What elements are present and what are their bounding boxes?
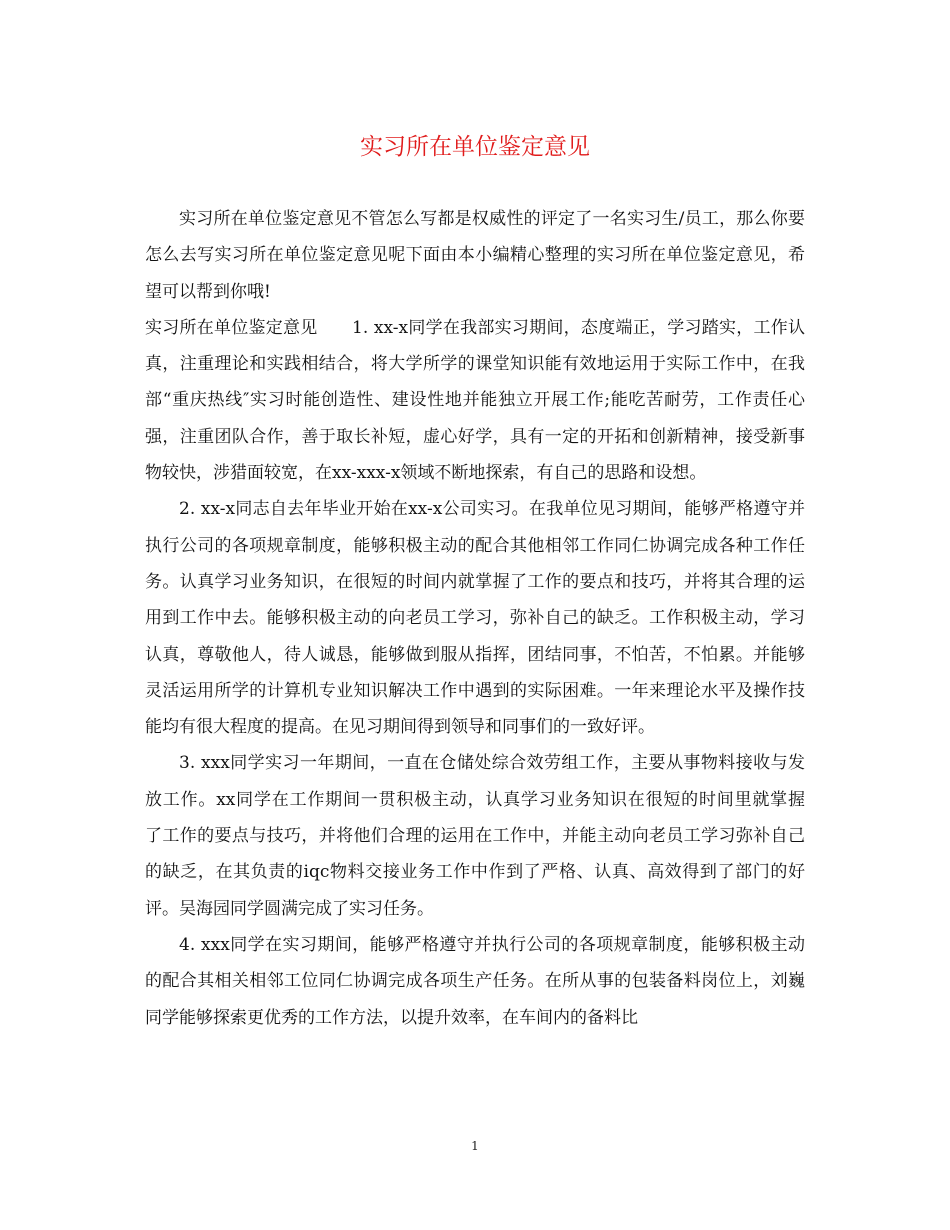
paragraph-1: 实习所在单位鉴定意见 1. xx-x同学在我部实习期间，态度端正，学习踏实，工作认真，注重理论和实践相结合，将大学所学的课堂知识能有效地运用于实际工作中，在我部“重庆热线″实习时能创造性、建设性地并能独立开展工作;能吃苦耐劳，工作责任心强，注重团队合作，善于取长补短，虚心好学，具有一定的开拓和创新精神，接受新事物较快，涉猎面较宽，在xx-xxx-x领域不断地探索，有自己的思路和设想。 <box>145 317 805 484</box>
paragraph-4: 4. xxx同学在实习期间，能够严格遵守并执行公司的各项规章制度，能够积极主动的配合其相关相邻工位同仁协调完成各项生产任务。在所从事的包装备料岗位上，刘巍同学能够探索更优秀的工作方法，以提升效率，在车间内的备料比 <box>145 934 805 1028</box>
page-number: 1 <box>471 1139 479 1153</box>
document-body <box>145 201 822 1036</box>
document-title: 实习所在单位鉴定意见 <box>360 134 590 160</box>
paragraph-3: 3. xxx同学实习一年期间，一直在仓储处综合效劳组工作，主要从事物料接收与发放工作。xx同学在工作期间一贯积极主动，认真学习业务知识在很短的时间里就掌握 了工作的要点与技巧，并将他们合理的运用在工作中，并能主动向老员工学习弥补自己的缺乏，在其负责的iqc物料交接业务工作中作到了严格、认真、高效得到了部门的好评。吴海园同学圆满完成了实习任务。 <box>145 753 822 919</box>
intro-paragraph: 实习所在单位鉴定意见不管怎么写都是权威性的评定了一名实习生/员工，那么你要怎么去写实习所在单位鉴定意见呢下面由本小编精心整理的实习所在单位鉴定意见，希望可以帮到你哦! <box>145 209 805 302</box>
paragraph-2: 2. xx-x同志自去年毕业开始在xx-x公司实习。在我单位见习期间，能够严格遵守并执行公司的各项规章制度，能够积极主动的配合其他相邻工作同仁协调完成各种工作任务。认真学习业务知识，在很短的时间内就掌握了工作的要点和技巧，并将其合理的运用到工作中去。能够积极主动的向老员工学习，弥补自己的缺乏。工作积极主动，学习认真，尊敬他人，待人诚恳，能够做到服从指挥，团结同事，不怕苦，不怕累。并能够灵活运用所学的计算机专业知识解决工作中遇到的实际困难。一年来理论水平及操作技能均有很大程度的提高。在见习期间得到领导和同事们的一致好评。 <box>145 499 805 738</box>
